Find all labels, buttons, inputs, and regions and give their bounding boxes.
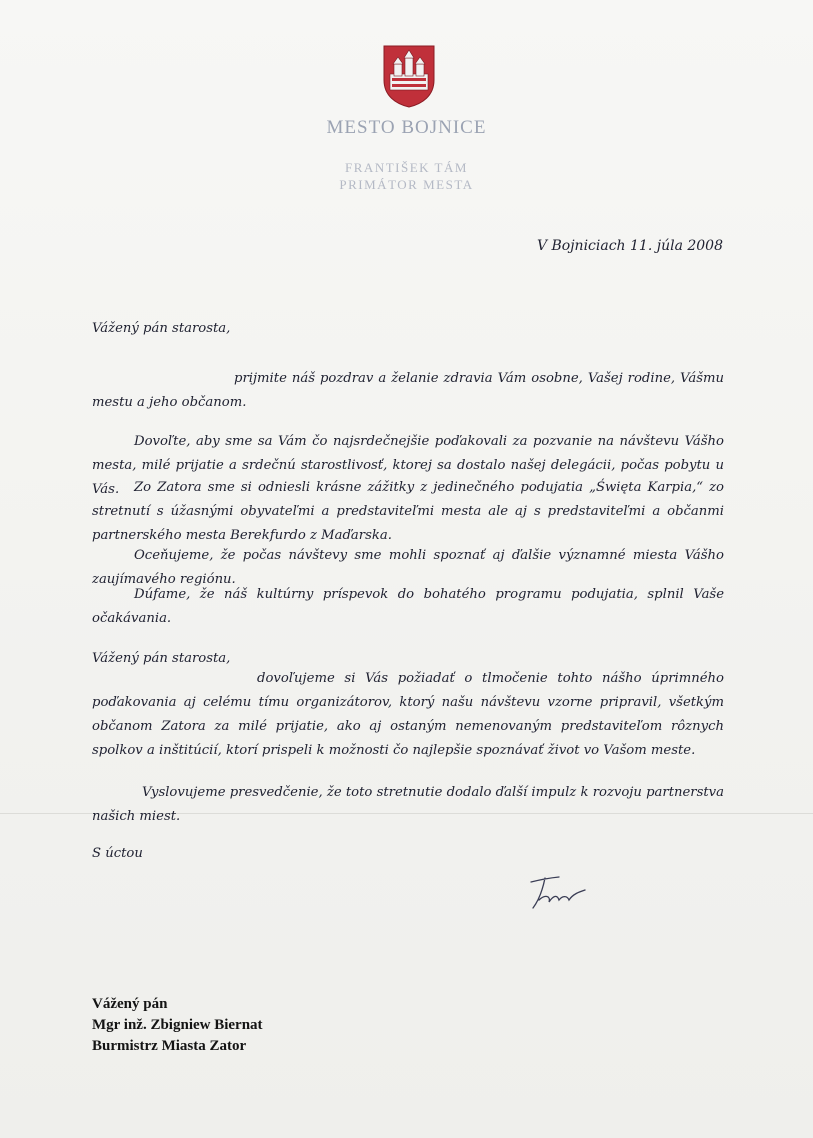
letterhead-mayor-title: PRIMÁTOR MESTA bbox=[339, 177, 474, 192]
paragraph-experiences: Zo Zatora sme si odniesli krásne zážitky z jedinečného podujatia „Święta Karpia,“ zo stretnutí s úžasnými obyvateľmi a predstaviteľmi mesta ale aj s predstaviteľmi a občanmi partnerského mesta Berekfurdo z Maďarska. bbox=[92, 480, 724, 543]
paragraph-thanks: Dovoľte, aby sme sa Vám čo najsrdečnejšie poďakovali za pozvanie na návštevu Vášho mesta, milé prijatie a srdečnú starostlivosť, ktorej sa dostalo našej delegácii, počas pobytu u Vás. bbox=[92, 434, 724, 497]
salutation-second: Vážený pán starosta, bbox=[92, 651, 231, 666]
city-crest-icon bbox=[382, 44, 436, 108]
recipient-title: Burmistrz Miasta Zator bbox=[92, 1038, 247, 1054]
paragraph-conviction: Vyslovujeme presvedčenie, že toto stretnutie dodalo ďalší impulz k rozvoju partnerstva našich miest. bbox=[92, 785, 724, 824]
paragraph-greeting: prijmite náš pozdrav a želanie zdravia Vám osobne, Vašej rodine, Vášmu mestu a jeho občanom. bbox=[92, 371, 724, 410]
recipient-name: Mgr inž. Zbigniew Biernat bbox=[92, 1017, 263, 1033]
letter-date: V Bojniciach 11. júla 2008 bbox=[536, 238, 723, 254]
handwritten-signature bbox=[515, 870, 590, 915]
closing-phrase: S úctou bbox=[92, 846, 143, 861]
salutation-first: Vážený pán starosta, bbox=[92, 321, 231, 336]
paragraph-region: Oceňujeme, že počas návštevy sme mohli spoznať aj ďalšie významné miesta Vášho zaujímavého regiónu. bbox=[92, 548, 724, 587]
paragraph-request: dovoľujeme si Vás požiadať o tlmočenie tohto nášho úprimného poďakovania aj celému tímu organizátorov, ktorý našu návštevu vzorne pripravil, všetkým občanom Zatora za milé prijatie, ako aj ostaným nemenovaným predstaviteľom rôznych spolkov a inštitúcií, ktorí prispeli k možnosti čo najlepšie spoznávať život vo Vašom meste. bbox=[92, 671, 724, 758]
letterhead-city-name: MESTO BOJNICE bbox=[326, 117, 487, 138]
letterhead-mayor-name: FRANTIŠEK TÁM bbox=[345, 160, 468, 175]
paragraph-culture: Dúfame, že náš kultúrny príspevok do bohatého programu podujatia, splnil Vaše očakávania. bbox=[92, 587, 724, 626]
recipient-salutation: Vážený pán bbox=[92, 996, 168, 1012]
